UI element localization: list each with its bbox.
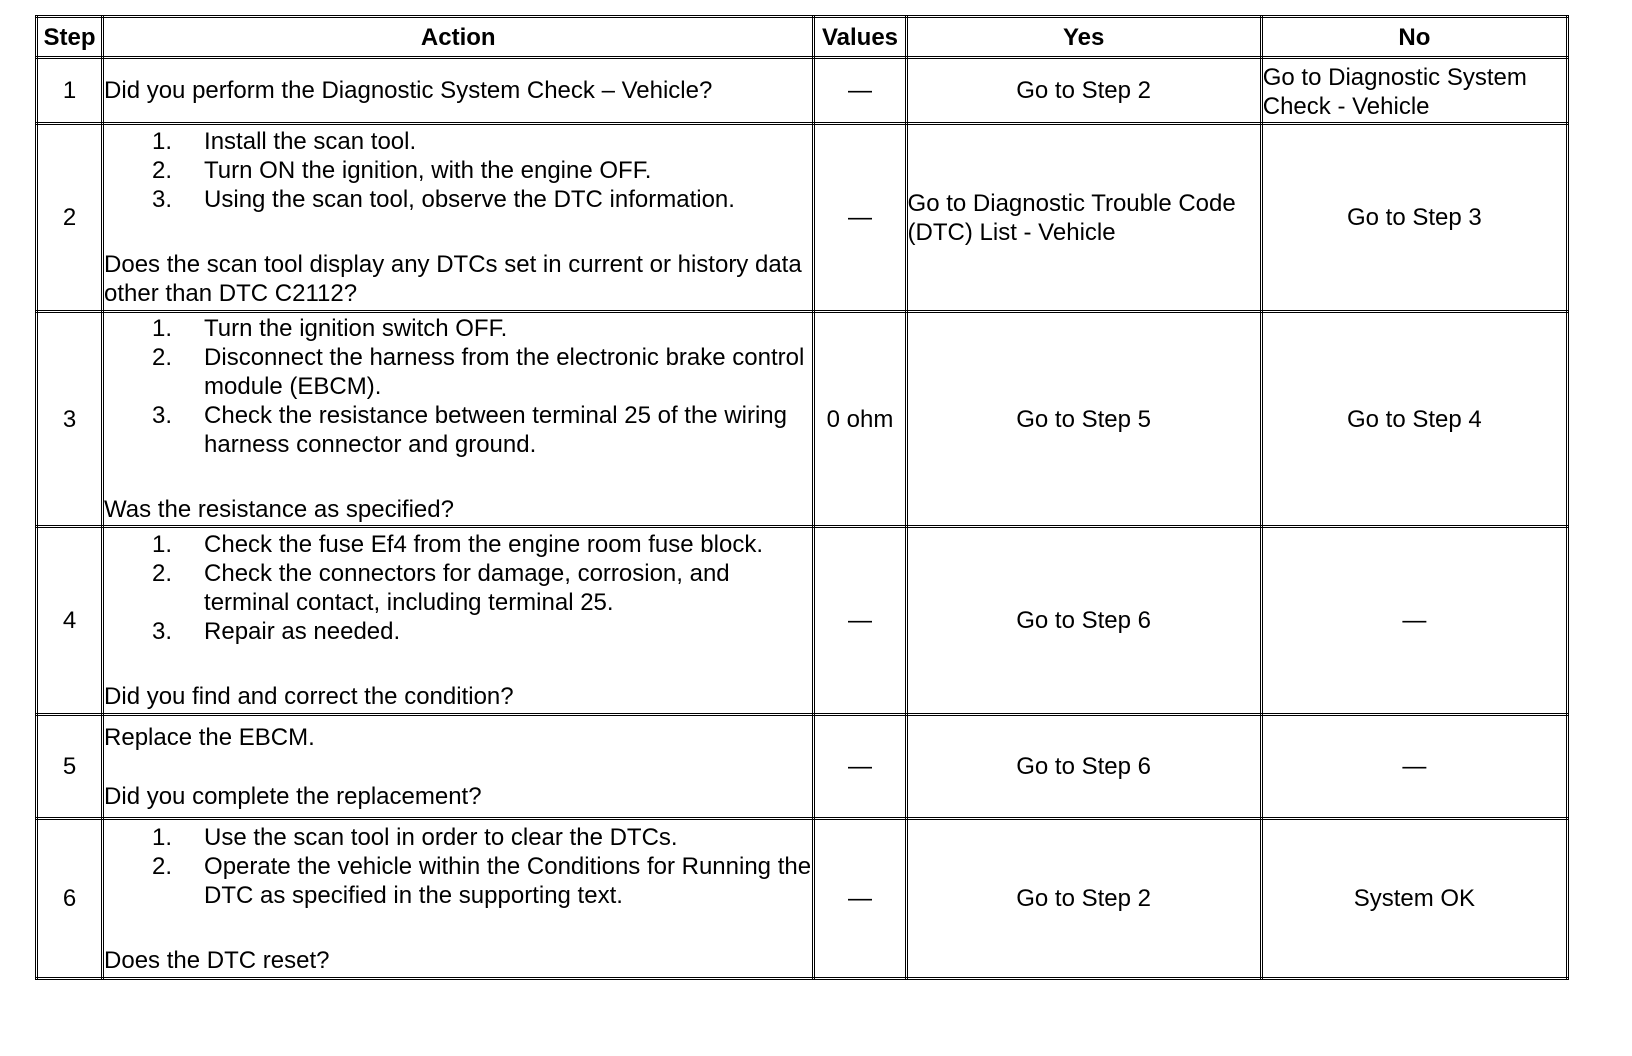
substep-list xyxy=(104,530,812,646)
substep-number: 3. xyxy=(152,402,173,429)
substep-number: 2. xyxy=(152,344,173,371)
header-no: No xyxy=(1261,17,1567,58)
header-row xyxy=(37,17,1568,58)
action-cell xyxy=(103,312,814,527)
substep-text: Using the scan tool, observe the DTC information. xyxy=(204,186,735,213)
substep xyxy=(104,343,812,401)
header-action: Action xyxy=(103,17,814,58)
table-row xyxy=(37,124,1568,312)
yes-cell: Go to Step 2 xyxy=(906,58,1261,124)
step-number: 1 xyxy=(37,58,103,124)
substep xyxy=(104,823,812,852)
table-row xyxy=(37,58,1568,124)
value-cell: — xyxy=(814,819,906,979)
substep-number: 2. xyxy=(152,157,173,184)
table-row xyxy=(37,312,1568,527)
action-question: Does the scan tool display any DTCs set in current or history data other than DTC C2112? xyxy=(104,251,802,307)
action-question: Did you complete the replacement? xyxy=(104,782,482,810)
substep-text: Use the scan tool in order to clear the DTCs. xyxy=(204,823,678,851)
yes-cell: Go to Diagnostic Trouble Code (DTC) List - Vehicle xyxy=(906,124,1261,312)
yes-cell: Go to Step 2 xyxy=(906,819,1261,979)
substep-text: Turn the ignition switch OFF. xyxy=(204,315,508,342)
value-cell: 0 ohm xyxy=(814,312,906,527)
action-cell xyxy=(103,58,814,124)
substep-text: Repair as needed. xyxy=(204,618,401,645)
action-cell xyxy=(103,819,814,979)
substep-list xyxy=(104,314,812,459)
diagnostic-table xyxy=(35,15,1569,980)
action-question: Did you find and correct the condition? xyxy=(104,683,514,710)
substep-text: Install the scan tool. xyxy=(204,128,417,155)
value-cell: — xyxy=(814,58,906,124)
substep-number: 1. xyxy=(152,315,173,342)
substep xyxy=(104,852,812,910)
substep-number: 1. xyxy=(152,823,173,851)
substep-number: 2. xyxy=(152,560,173,587)
yes-cell: Go to Step 6 xyxy=(906,715,1261,819)
table-row xyxy=(37,715,1568,819)
step-number: 2 xyxy=(37,124,103,312)
substep-text: Disconnect the harness from the electronic brake control module (EBCM). xyxy=(204,344,805,400)
substep xyxy=(104,156,812,185)
action-question: Was the resistance as specified? xyxy=(104,496,454,523)
substep-number: 1. xyxy=(152,531,173,558)
substep-text: Check the resistance between terminal 25 of the wiring harness connector and ground. xyxy=(204,402,788,458)
no-cell: — xyxy=(1261,527,1567,715)
substep xyxy=(104,127,812,156)
substep-text: Check the connectors for damage, corrosion, and terminal contact, including terminal 25. xyxy=(204,560,730,616)
step-number: 5 xyxy=(37,715,103,819)
no-cell: Go to Diagnostic System Check - Vehicle xyxy=(1261,58,1567,124)
value-cell: — xyxy=(814,124,906,312)
substep-text: Turn ON the ignition, with the engine OFF. xyxy=(204,157,652,184)
action-question: Does the DTC reset? xyxy=(104,946,330,974)
no-cell: Go to Step 4 xyxy=(1261,312,1567,527)
value-cell: — xyxy=(814,527,906,715)
substep-number: 3. xyxy=(152,186,173,213)
step-number: 3 xyxy=(37,312,103,527)
substep xyxy=(104,401,812,459)
action-cell xyxy=(103,124,814,312)
step-number: 4 xyxy=(37,527,103,715)
header-yes: Yes xyxy=(906,17,1261,58)
header-step: Step xyxy=(37,17,103,58)
step-number: 6 xyxy=(37,819,103,979)
substep xyxy=(104,617,812,646)
substep-text: Check the fuse Ef4 from the engine room fuse block. xyxy=(204,531,763,558)
no-cell: — xyxy=(1261,715,1567,819)
value-cell: — xyxy=(814,715,906,819)
substep xyxy=(104,559,812,617)
substep-text: Operate the vehicle within the Conditions for Running the DTC as specified in the supporting text. xyxy=(204,852,812,909)
yes-cell: Go to Step 5 xyxy=(906,312,1261,527)
substep-list xyxy=(104,823,812,910)
table-row xyxy=(37,527,1568,715)
header-values: Values xyxy=(814,17,906,58)
substep xyxy=(104,530,812,559)
no-cell: Go to Step 3 xyxy=(1261,124,1567,312)
no-cell: System OK xyxy=(1261,819,1567,979)
substep-list xyxy=(104,127,812,214)
action-question: Did you perform the Diagnostic System Check – Vehicle? xyxy=(104,77,713,104)
substep-number: 1. xyxy=(152,128,173,155)
substep xyxy=(104,185,812,214)
yes-cell: Go to Step 6 xyxy=(906,527,1261,715)
action-cell xyxy=(103,715,814,819)
substep-number: 2. xyxy=(152,852,173,880)
action-instruction: Replace the EBCM. xyxy=(104,723,315,751)
substep xyxy=(104,314,812,343)
table-row xyxy=(37,819,1568,979)
substep-number: 3. xyxy=(152,618,173,645)
action-cell xyxy=(103,527,814,715)
